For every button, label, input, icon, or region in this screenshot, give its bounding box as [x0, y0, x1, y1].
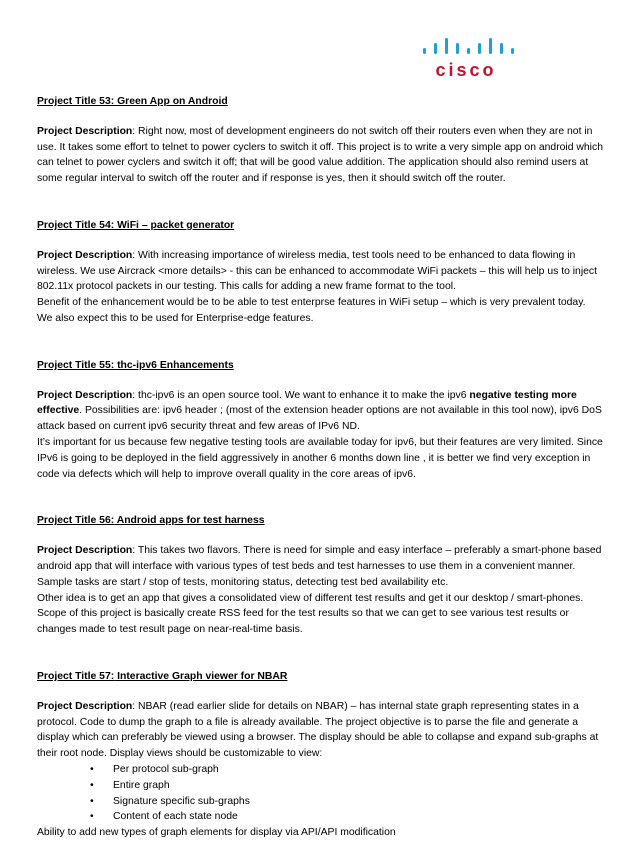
description-paragraph: Ability to add new types of graph elements for display via API/API modification: [37, 827, 396, 839]
description-label: Project Description: [37, 125, 133, 137]
project-title-name: thc-ipv6 Enhancements: [114, 359, 234, 371]
description-label: Project Description: [37, 249, 133, 261]
project-title-name: Android apps for test harness: [114, 515, 265, 527]
description-paragraph: Benefit of the enhancement would be to be able to test enterprse features in WiFi setup – which is very prevalent today. We also expect this to be used for Enterprise-edge features.: [37, 297, 586, 324]
description-text: : This takes two flavors. There is need for simple and easy interface – preferably a smart-phone based android app that will interface with various types of test beds and test harnesses to use them in a convenient manner. Sample tasks are start / stop of tests, monitoring status, detecting test bed availability etc.: [37, 545, 602, 588]
description-text: . Possibilities are: ipv6 header ; (most of the extension header options are not available in this tool now), ipv6 DoS attack based on current ipv6 security threat and few areas of IPv6 ND.: [37, 405, 602, 433]
project-title-name: Green App on Android: [114, 96, 228, 107]
bullet-icon: •: [90, 763, 94, 775]
project-title: [37, 358, 603, 374]
project-description: [37, 124, 603, 187]
description-label: Project Description: [37, 545, 133, 557]
list-item: [90, 809, 603, 825]
project-57: [37, 669, 603, 841]
bullet-icon: •: [90, 779, 94, 791]
project-title: [37, 218, 603, 234]
description-label: Project Description: [37, 700, 133, 712]
description-text: : NBAR (read earlier slide for details on NBAR) – has internal state graph representing states in a protocol. Code to dump the graph to a file is already available. The project objective is to parse the file and generate a display which can preferably be viewed using a browser. The display should be able to collapse and expand sub-graphs at their root node. Display views should be customizable to view:: [37, 700, 599, 760]
project-56: [37, 513, 603, 638]
cisco-bars-icon: [414, 36, 518, 58]
list-item: [90, 794, 603, 810]
project-title-prefix: Project Title 54:: [37, 219, 115, 231]
description-paragraph: [37, 699, 603, 762]
description-label: Project Description: [37, 389, 133, 401]
view-options-list: [37, 762, 603, 825]
project-54: [37, 218, 603, 327]
project-title-name: WiFi – packet generator: [114, 219, 235, 231]
list-item-text: Content of each state node: [113, 811, 238, 823]
description-paragraph: Other idea is to get an app that gives a consolidated view of different test results and get it our desktop / smart-phones. Scope of this project is basically create RSS feed for the test results so that we can get to see various test results or changes made to test result page on near-real-time basis.: [37, 592, 584, 636]
emphasis-text: negative testing more effective: [37, 389, 577, 417]
cisco-logo: [414, 36, 518, 80]
project-55: [37, 358, 603, 483]
project-title-prefix: Project Title 57:: [37, 670, 115, 682]
description-text: : With increasing importance of wireless media, test tools need to be enhanced to data flowing in wireless. We use Aircrack <more details> - this can be enhanced to accommodate WiFi packets – this will help us to inject 802.11x protocol packets in our testing. This calls for adding a new frame format to the tool.: [37, 249, 597, 293]
cisco-wordmark: cisco: [435, 60, 497, 80]
list-item: [90, 778, 603, 794]
project-title: [37, 669, 603, 685]
list-item-text: Entire graph: [113, 779, 170, 791]
project-description: [37, 388, 603, 483]
project-title-prefix: Project Title 56:: [37, 515, 115, 527]
description-text: : thc-ipv6 is an open source tool. We want to enhance it to make the ipv6: [132, 389, 470, 401]
project-title: [37, 513, 603, 529]
project-title-prefix: Project Title 53:: [37, 96, 115, 107]
list-item: [90, 762, 603, 778]
project-title-name: Interactive Graph viewer for NBAR: [114, 670, 288, 682]
description-text: : Right now, most of development engineers do not switch off their routers even when they are not in use. It takes some effort to telnet to power cyclers to switch it off. This project is to write a very simple app on android which can telnet to power cyclers and switch it off; that will be good value addition. The application should also remind users at some regular interval to switch off the router and if response is yes, then it should switch off the router.: [37, 125, 603, 185]
description-paragraph: [37, 248, 603, 295]
description-paragraph: [37, 388, 603, 435]
project-title-prefix: Project Title 55:: [37, 359, 115, 371]
project-53: [37, 94, 603, 187]
list-item-text: Per protocol sub-graph: [113, 763, 219, 775]
project-list: [37, 94, 603, 841]
bullet-icon: •: [90, 795, 94, 807]
description-paragraph: [37, 543, 603, 590]
description-paragraph: [37, 124, 603, 187]
project-description: [37, 248, 603, 327]
description-paragraph: It’s important for us because few negative testing tools are available today for ipv6, but their features are very limited. Since IPv6 is going to be deployed in the field aggressively in another 6 months down line , it is better we find very exception in code via defects which will help to improve overall quality in the core areas of ipv6.: [37, 436, 603, 480]
project-title: [37, 94, 603, 110]
list-item-text: Signature specific sub-graphs: [113, 795, 250, 807]
bullet-icon: •: [90, 811, 94, 823]
project-description: [37, 543, 603, 638]
project-description: [37, 699, 603, 841]
